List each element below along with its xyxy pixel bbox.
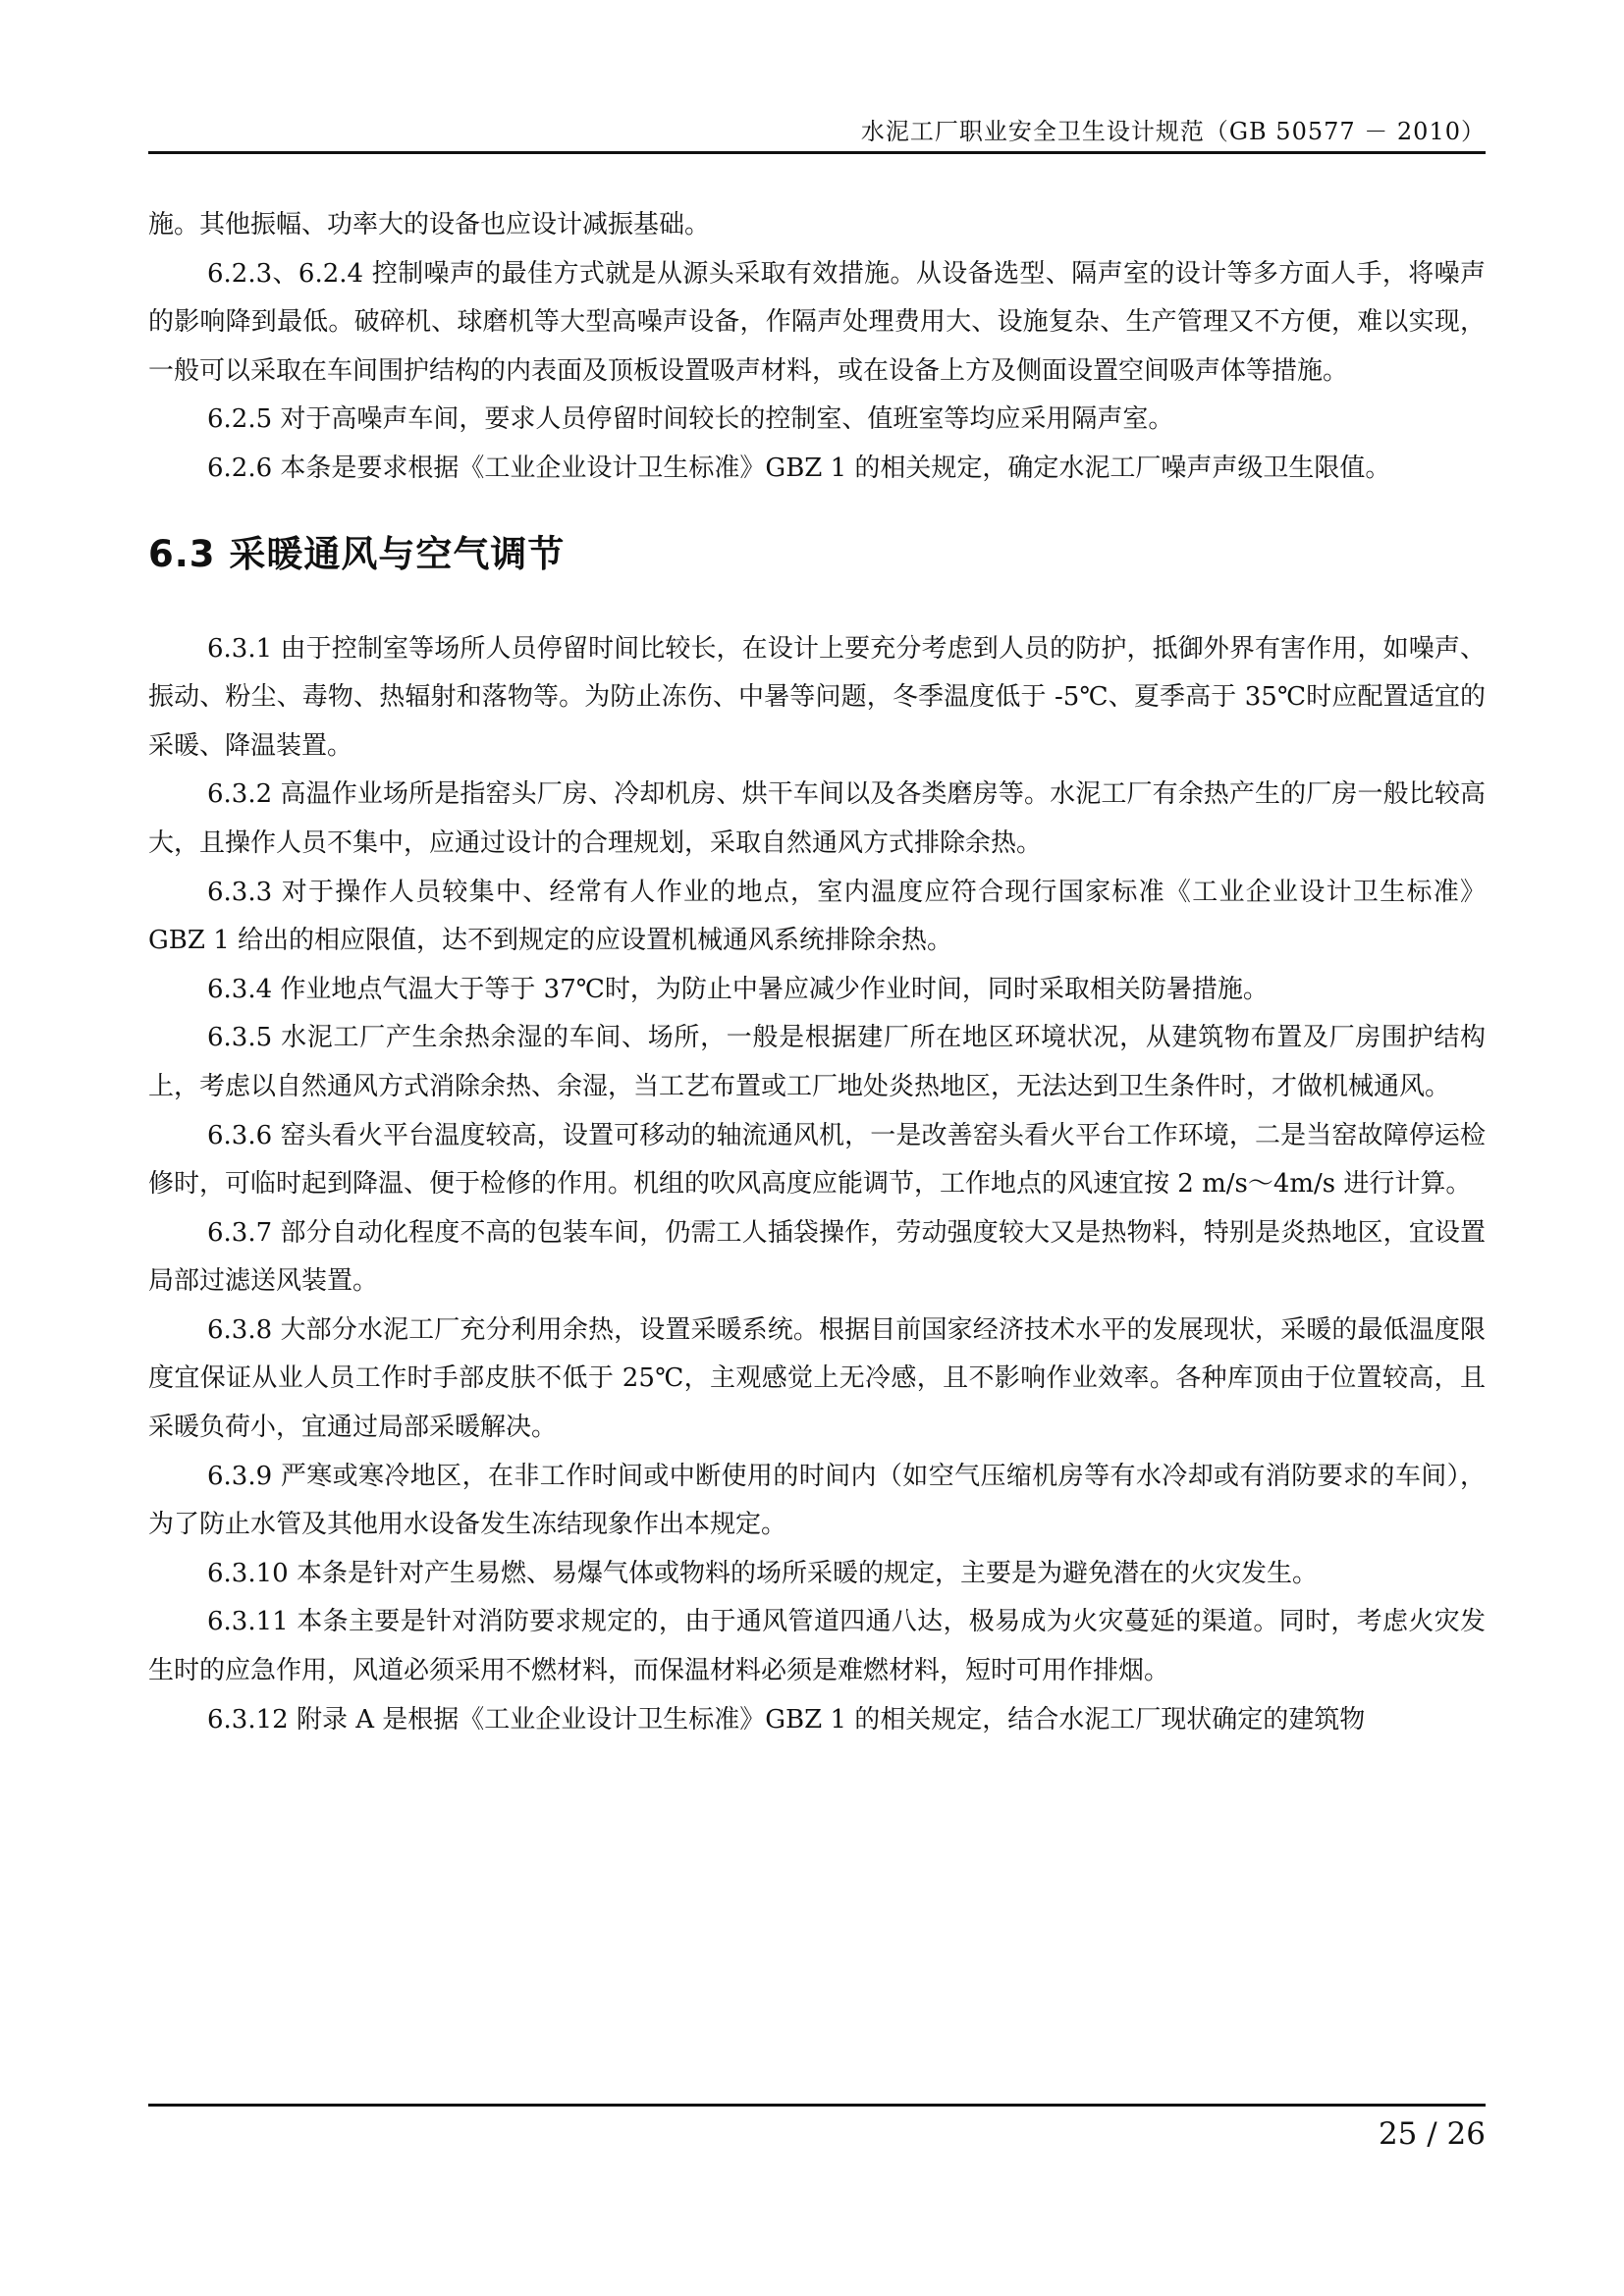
header-title: 水泥工厂职业安全卫生设计规范（GB 50577 － 2010）	[860, 118, 1486, 145]
paragraph: 6.2.6 本条是要求根据《工业企业设计卫生标准》GBZ 1 的相关规定，确定水泥工厂噪声声级卫生限值。	[207, 453, 1391, 483]
section-heading: 6.3 采暖通风与空气调节	[148, 532, 566, 575]
paragraph: 6.2.3、6.2.4 控制噪声的最佳方式就是从源头采取有效措施。从设备选型、隔声室的设计等多方面人手，将噪声的影响降到最低。破碎机、球磨机等大型高噪声设备，作隔声处理费用大、设施复杂、生产管理又不方便，难以实现，一般可以采取在车间围护结构的内表面及顶板设置吸声材料，或在设备上方及侧面设置空间吸声体等措施。	[148, 258, 1486, 386]
paragraph: 6.3.9 严寒或寒冷地区，在非工作时间或中断使用的时间内（如空气压缩机房等有水冷却或有消防要求的车间），为了防止水管及其他用水设备发生冻结现象作出本规定。	[148, 1461, 1486, 1540]
page-content	[148, 201, 1486, 1744]
footer-divider	[148, 2104, 1486, 2107]
paragraphs-after	[148, 625, 1486, 1745]
page-header	[148, 110, 1486, 149]
paragraph: 6.3.4 作业地点气温大于等于 37℃时，为防止中暑应减少作业时间，同时采取相关防暑措施。	[207, 974, 1269, 1004]
paragraph: 6.3.10 本条是针对产生易燃、易爆气体或物料的场所采暖的规定，主要是为避免潜在的火灾发生。	[207, 1558, 1318, 1588]
paragraph: 6.3.8 大部分水泥工厂充分利用余热，设置采暖系统。根据目前国家经济技术水平的发展现状，采暖的最低温度限度宜保证从业人员工作时手部皮肤不低于 25℃，主观感觉上无冷感，且不影响作业效率。各种库顶由于位置较高，且采暖负荷小，宜通过局部采暖解决。	[148, 1314, 1486, 1443]
paragraph: 6.3.7 部分自动化程度不高的包装车间，仍需工人插袋操作，劳动强度较大又是热物料，特别是炎热地区，宜设置局部过滤送风装置。	[148, 1217, 1486, 1297]
paragraph: 6.3.1 由于控制室等场所人员停留时间比较长，在设计上要充分考虑到人员的防护，抵御外界有害作用，如噪声、振动、粉尘、毒物、热辐射和落物等。为防止冻伤、中暑等问题，冬季温度低于 -5℃、夏季高于 35℃时应配置适宜的采暖、降温装置。	[148, 633, 1486, 761]
paragraph: 6.2.5 对于高噪声车间，要求人员停留时间较长的控制室、值班室等均应采用隔声室。	[207, 404, 1174, 435]
paragraph: 6.3.6 窑头看火平台温度较高，设置可移动的轴流通风机，一是改善窑头看火平台工作环境，二是当窑故障停运检修时，可临时起到降温、便于检修的作用。机组的吹风高度应能调节，工作地点的风速宜按 2 m/s～4m/s 进行计算。	[148, 1120, 1486, 1200]
paragraphs-before	[148, 201, 1486, 494]
paragraph: 6.3.3 对于操作人员较集中、经常有人作业的地点，室内温度应符合现行国家标准《工业企业设计卫生标准》GBZ 1 给出的相应限值，达不到规定的应设置机械通风系统排除余热。	[148, 877, 1486, 956]
paragraph: 6.3.5 水泥工厂产生余热余湿的车间、场所，一般是根据建厂所在地区环境状况，从建筑物布置及厂房围护结构上，考虑以自然通风方式消除余热、余湿，当工艺布置或工厂地处炎热地区，无法达到卫生条件时，才做机械通风。	[148, 1023, 1486, 1101]
paragraph: 6.3.11 本条主要是针对消防要求规定的，由于通风管道四通八达，极易成为火灾蔓延的渠道。同时，考虑火灾发生时的应急作用，风道必须采用不燃材料，而保温材料必须是难燃材料，短时可用作排烟。	[148, 1607, 1486, 1686]
paragraph: 施。其他振幅、功率大的设备也应设计减振基础。	[148, 210, 711, 240]
page-number: 25 / 26	[1378, 2116, 1486, 2152]
paragraph: 6.3.2 高温作业场所是指窑头厂房、冷却机房、烘干车间以及各类磨房等。水泥工厂有余热产生的厂房一般比较高大，且操作人员不集中，应通过设计的合理规划，采取自然通风方式排除余热。	[148, 779, 1486, 858]
header-divider	[148, 151, 1486, 154]
paragraph: 6.3.12 附录 A 是根据《工业企业设计卫生标准》GBZ 1 的相关规定，结合水泥工厂现状确定的建筑物	[207, 1704, 1366, 1735]
